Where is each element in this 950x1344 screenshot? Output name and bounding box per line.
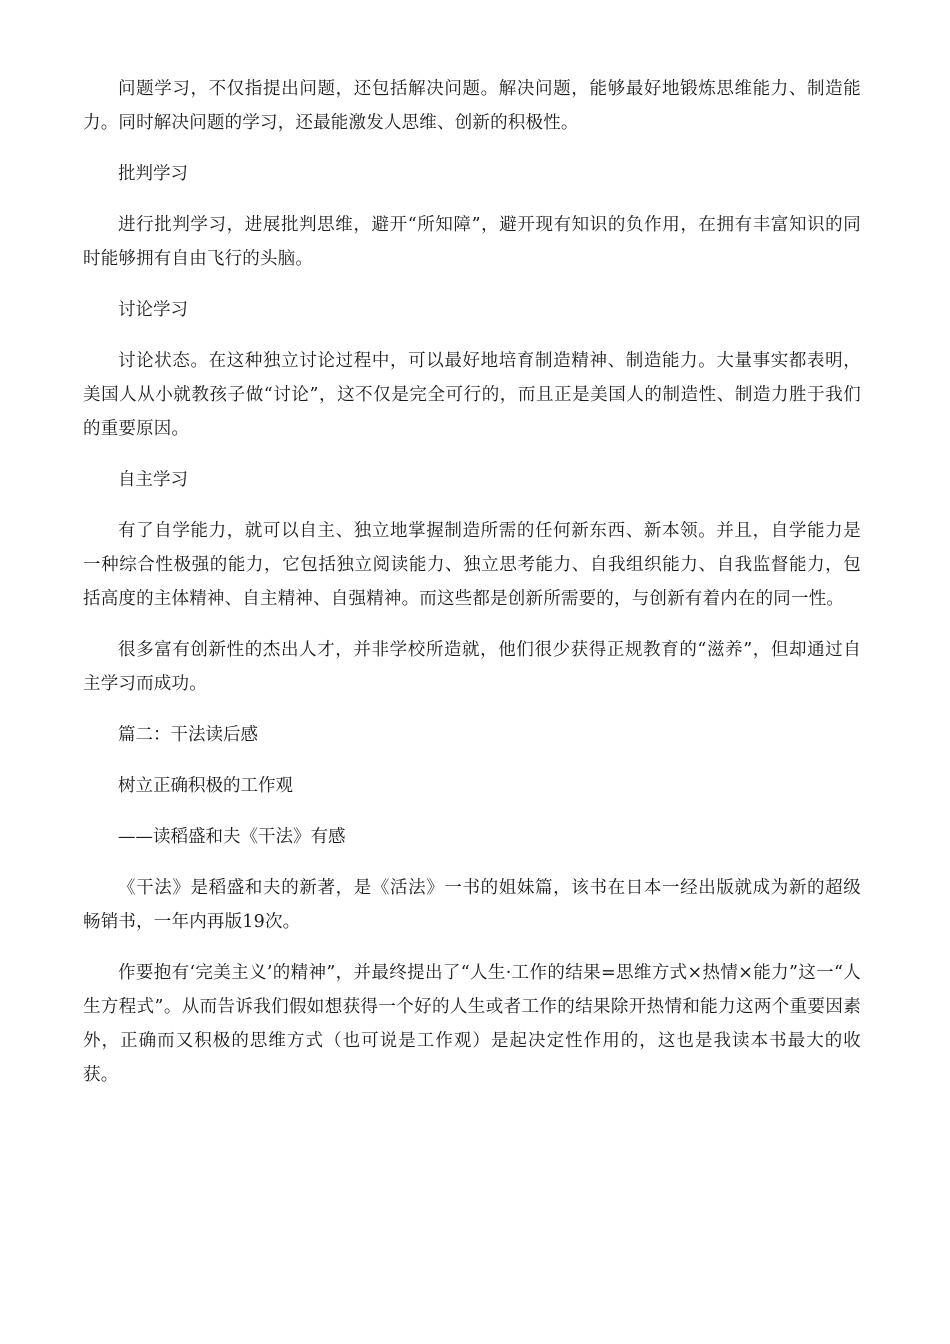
paragraph-talent: 很多富有创新性的杰出人才，并非学校所造就，他们很少获得正规教育的“滋养”，但却通过自主学习而成功。: [83, 640, 861, 694]
heading-subtitle: ——读稻盛和夫《干法》有感: [118, 827, 346, 847]
heading-part-two: 篇二：干法读后感: [118, 725, 258, 745]
heading-critical-learning: 批判学习: [118, 164, 188, 184]
paragraph-self-learning: 有了自学能力，就可以自主、独立地掌握制造所需的任何新东西、新本领。并且，自学能力是一种综合性极强的能力，它包括独立阅读能力、独立思考能力、自我组织能力、自我监督能力，包括高度的主体精神、自主精神、自强精神。而这些都是创新所需要的，与创新有着内在的同一性。: [83, 521, 861, 609]
paragraph-problem-learning: 问题学习，不仅指提出问题，还包括解决问题。解决问题，能够最好地锻炼思维能力、制造能力。同时解决问题的学习，还最能激发人思维、创新的积极性。: [83, 79, 861, 133]
heading-work-view: 树立正确积极的工作观: [118, 776, 293, 796]
paragraph-discussion-learning: 讨论状态。在这种独立讨论过程中，可以最好地培育制造精神、制造能力。大量事实都表明，美国人从小就教孩子做“讨论”，这不仅是完全可行的，而且正是美国人的制造性、制造力胜于我们的重要原因。: [83, 351, 861, 439]
paragraph-life-equation: 作要抱有‘完美主义’的精神”，并最终提出了“人生·工作的结果=思维方式×热情×能力”这一“人生方程式”。从而告诉我们假如想获得一个好的人生或者工作的结果除开热情和能力这两个重要因素外，正确而又积极的思维方式（也可说是工作观）是起决定性作用的，这也是我读本书最大的收获。: [83, 963, 861, 1085]
paragraph-book-intro: 《干法》是稻盛和夫的新著，是《活法》一书的姐妹篇，该书在日本一经出版就成为新的超级畅销书，一年内再版19次。: [83, 878, 861, 932]
heading-self-learning: 自主学习: [118, 470, 188, 490]
paragraph-critical-learning: 进行批判学习，进展批判思维，避开“所知障”，避开现有知识的负作用，在拥有丰富知识的同时能够拥有自由飞行的头脑。: [83, 215, 861, 269]
heading-discussion-learning: 讨论学习: [118, 300, 188, 320]
document-page: [83, 72, 861, 1092]
